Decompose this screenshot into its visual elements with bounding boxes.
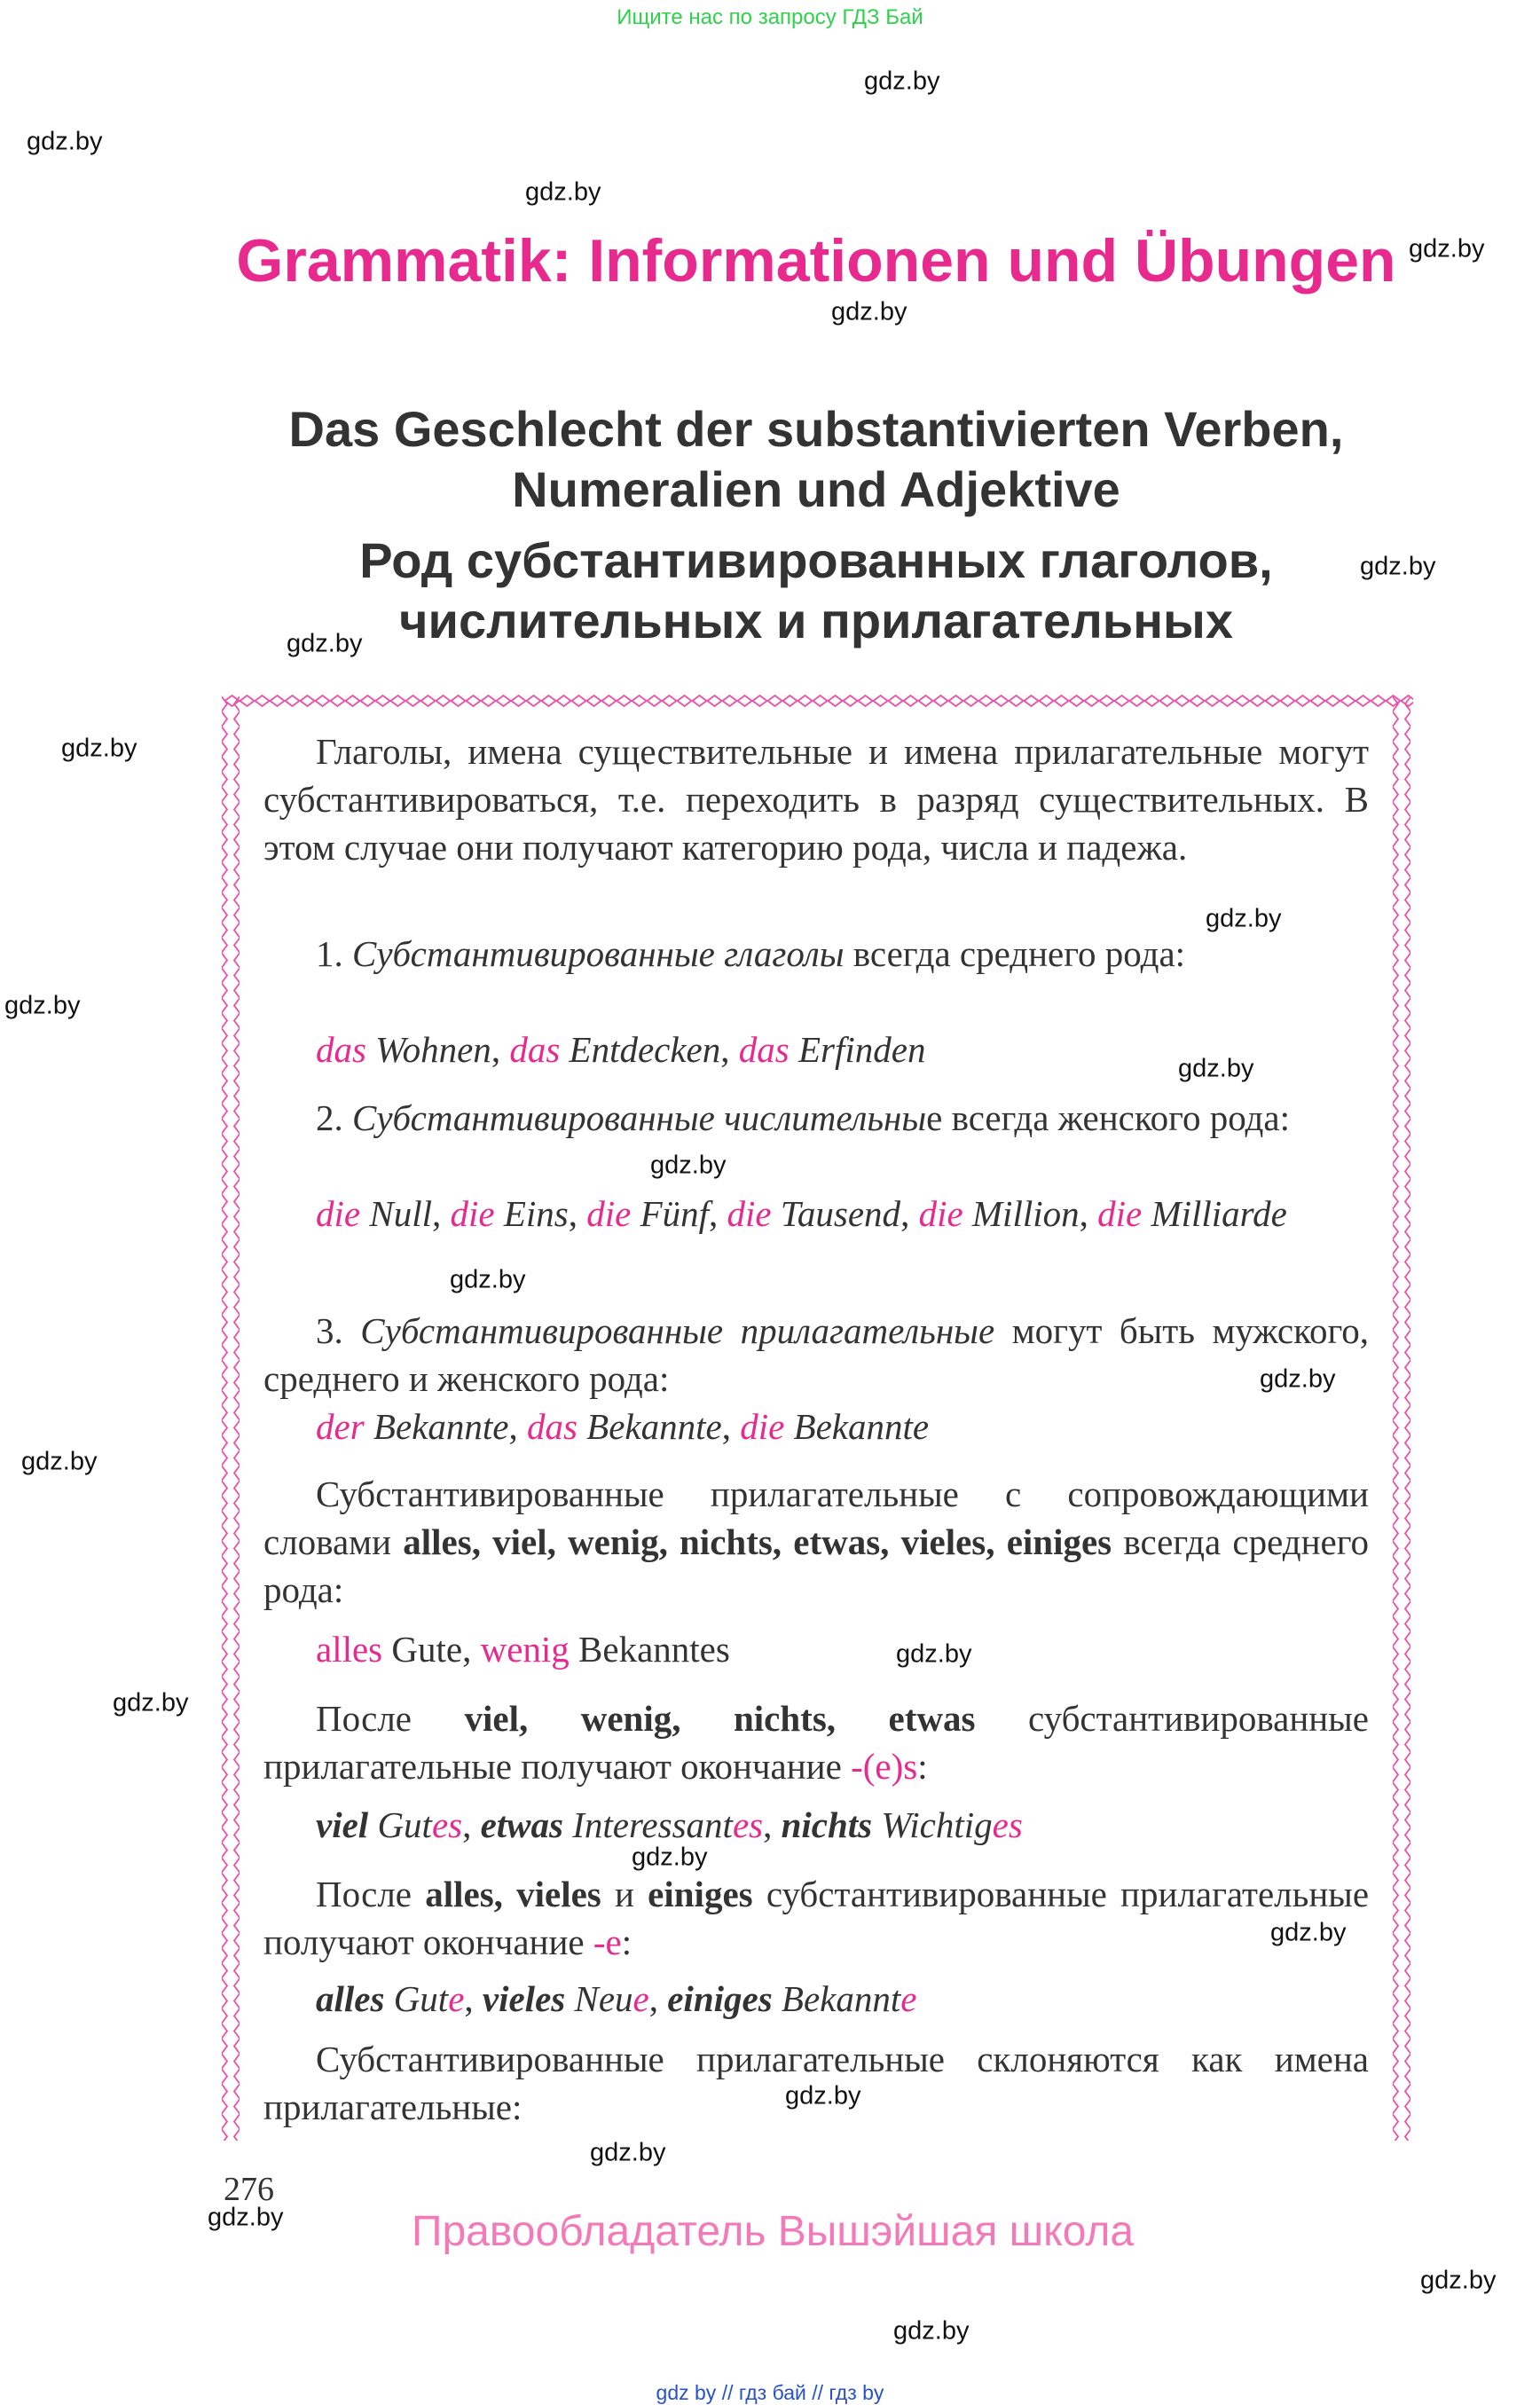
watermark: gdz.by <box>893 2316 970 2346</box>
rule-6: После alles, vieles и einiges субстантивированные прилагательные получают окончание -e: <box>263 1874 1370 1962</box>
watermark: gdz.by <box>1270 1918 1347 1947</box>
rule-5: После viel, wenig, nichts, etwas субстантивированные прилагательные получают окончание -(e)s: <box>263 1698 1369 1787</box>
subtitle-de-2: Numeralien und Adjektive <box>512 461 1120 517</box>
rule-1: 1. Субстантивированные глаголы всегда среднего рода: <box>316 933 1186 974</box>
watermark: gdz.by <box>785 2081 861 2110</box>
watermark: gdz.by <box>208 2203 284 2232</box>
rule-2: 2. Субстантивированные числительные всегда женского рода: <box>316 1097 1290 1138</box>
subtitle-ru-1: Род субстантивированных глаголов, <box>359 532 1273 588</box>
watermark: gdz.by <box>1420 2266 1497 2295</box>
watermark: gdz.by <box>1409 234 1485 263</box>
watermark: gdz.by <box>287 629 363 658</box>
watermark: gdz.by <box>1360 552 1436 581</box>
watermark: gdz.by <box>525 177 601 207</box>
intro-paragraph: Глаголы, имена существительные и имена прилагательные могут субстантивироваться, т.е. переходить в разряд существительных. В этом случае они получают категорию рода, числа и падежа. <box>263 731 1369 868</box>
watermark: gdz.by <box>896 1639 972 1669</box>
watermark: gdz.by <box>1178 1054 1254 1083</box>
watermark: gdz.by <box>450 1265 526 1294</box>
example-1: das Wohnen, das Entdecken, das Erfinden <box>316 1029 926 1070</box>
final-paragraph: Субстантивированные прилагательные склоняются как имена прилагательные: <box>263 2039 1369 2127</box>
subtitle-ru-2: числительных и прилагательных <box>399 593 1233 648</box>
watermark: gdz.by <box>4 991 81 1020</box>
copyright-note: Правообладатель Вышэйшая школа <box>411 2208 1135 2255</box>
watermark: gdz.by <box>632 1843 708 1872</box>
example-5: viel Gutes, etwas Interessantes, nichts Wichtiges <box>316 1804 1023 1845</box>
footer-links: gdz by // гдз бай // гдз by <box>656 2381 884 2404</box>
watermark: gdz.by <box>113 1688 189 1717</box>
watermark: gdz.by <box>590 2138 666 2167</box>
watermark: gdz.by <box>27 127 103 156</box>
example-4: alles Gute, wenig Bekanntes <box>316 1629 730 1670</box>
rule-4: Субстантивированные прилагательные с сопровождающими словами alles, viel, wenig, nichts, etwas, vieles, einiges всегда среднего рода: <box>263 1474 1370 1610</box>
example-6: alles Gute, vieles Neue, einiges Bekannte <box>316 1978 917 2019</box>
example-3: der Bekannte, das Bekannte, die Bekannte <box>316 1406 930 1447</box>
page-title: Grammatik: Informationen und Übungen <box>236 227 1396 295</box>
page-number: 276 <box>224 2171 274 2208</box>
watermark: gdz.by <box>1260 1364 1336 1394</box>
example-2: die Null, die Eins, die Fünf, die Tausend, die Million, die Milliarde <box>316 1193 1287 1234</box>
rule-3: 3. Субстантивированные прилагательные могут быть мужского, среднего и женского рода: <box>263 1310 1370 1399</box>
watermark: gdz.by <box>1206 904 1282 933</box>
watermark: gdz.by <box>831 297 908 326</box>
search-hint: Ищите нас по запросу ГДЗ Бай <box>617 5 923 29</box>
watermark: gdz.by <box>21 1447 98 1476</box>
subtitle-de-1: Das Geschlecht der substantivierten Verben, <box>288 401 1344 457</box>
watermark: gdz.by <box>650 1151 727 1180</box>
watermark: gdz.by <box>61 734 138 763</box>
watermark: gdz.by <box>864 67 940 96</box>
